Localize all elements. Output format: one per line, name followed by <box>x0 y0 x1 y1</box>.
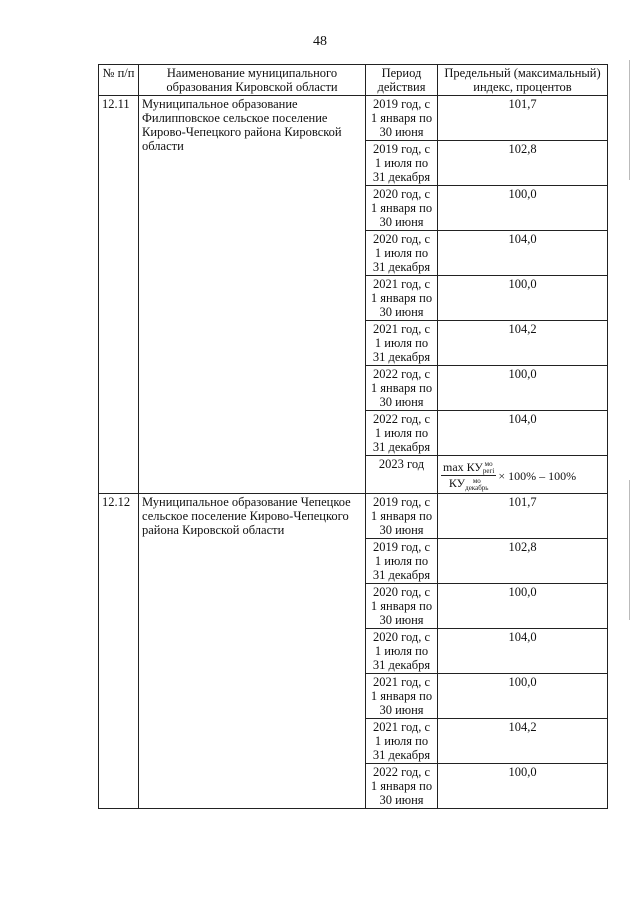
formula-denominator <box>447 476 491 491</box>
index-value: 100,0 <box>438 366 608 411</box>
index-value: 104,2 <box>438 321 608 366</box>
formula <box>441 457 604 492</box>
period-cell: 2019 год, с 1 июля по 31 декабря <box>366 141 438 186</box>
period-cell: 2021 год, с 1 июля по 31 декабря <box>366 321 438 366</box>
period-cell: 2022 год, с 1 января по 30 июня <box>366 763 438 808</box>
index-value: 100,0 <box>438 763 608 808</box>
index-value: 100,0 <box>438 583 608 628</box>
header-num: № п/п <box>99 65 139 96</box>
period-cell: 2020 год, с 1 июля по 31 декабря <box>366 231 438 276</box>
table-header-row <box>99 65 608 96</box>
scan-edge-mark <box>629 480 630 620</box>
header-name: Наименование муниципального образования Кировской области <box>139 65 366 96</box>
index-formula <box>438 456 608 494</box>
page-number: 48 <box>313 34 327 49</box>
period-cell: 2019 год, с 1 июля по 31 декабря <box>366 538 438 583</box>
index-value: 104,0 <box>438 411 608 456</box>
index-value: 104,0 <box>438 231 608 276</box>
table-row <box>99 96 608 141</box>
period-cell: 2023 год <box>366 456 438 494</box>
period-cell: 2022 год, с 1 января по 30 июня <box>366 366 438 411</box>
formula-denominator-text: КУ <box>448 476 466 491</box>
municipality-name: Муниципальное образование Филипповское сельское поселение Кирово-Чепецкого района Кировской области <box>139 96 366 494</box>
period-cell: 2021 год, с 1 июля по 31 декабря <box>366 718 438 763</box>
formula-denominator-sub: декабрь <box>465 483 489 492</box>
index-value: 101,7 <box>438 493 608 538</box>
formula-numerator-sup: мо <box>484 460 493 469</box>
municipality-name: Муниципальное образование Чепецкое сельское поселение Кирово-Чепецкого района Кировской области <box>139 493 366 808</box>
index-value: 101,7 <box>438 96 608 141</box>
period-cell: 2020 год, с 1 января по 30 июня <box>366 186 438 231</box>
row-number: 12.12 <box>99 493 139 808</box>
formula-denominator-sup: мо <box>472 476 481 485</box>
period-cell: 2021 год, с 1 января по 30 июня <box>366 673 438 718</box>
index-value: 100,0 <box>438 673 608 718</box>
index-value: 100,0 <box>438 186 608 231</box>
index-value: 102,8 <box>438 141 608 186</box>
formula-numerator <box>441 460 496 476</box>
period-cell: 2021 год, с 1 января по 30 июня <box>366 276 438 321</box>
table-row <box>99 493 608 538</box>
header-period: Период действия <box>366 65 438 96</box>
formula-numerator-sub: регі <box>482 467 495 476</box>
table-body <box>99 96 608 809</box>
period-cell: 2020 год, с 1 января по 30 июня <box>366 583 438 628</box>
tariff-index-table <box>98 64 608 809</box>
row-number: 12.11 <box>99 96 139 494</box>
period-cell: 2022 год, с 1 июля по 31 декабря <box>366 411 438 456</box>
header-index: Предельный (максимальный) индекс, процентов <box>438 65 608 96</box>
formula-rest: × 100% – 100% <box>498 468 577 483</box>
period-cell: 2020 год, с 1 июля по 31 декабря <box>366 628 438 673</box>
index-value: 102,8 <box>438 538 608 583</box>
period-cell: 2019 год, с 1 января по 30 июня <box>366 96 438 141</box>
period-cell: 2019 год, с 1 января по 30 июня <box>366 493 438 538</box>
formula-numerator-text: max КУ <box>443 460 483 474</box>
scan-edge-mark <box>629 60 630 180</box>
index-value: 104,0 <box>438 628 608 673</box>
formula-fraction <box>441 460 496 492</box>
index-value: 104,2 <box>438 718 608 763</box>
index-value: 100,0 <box>438 276 608 321</box>
